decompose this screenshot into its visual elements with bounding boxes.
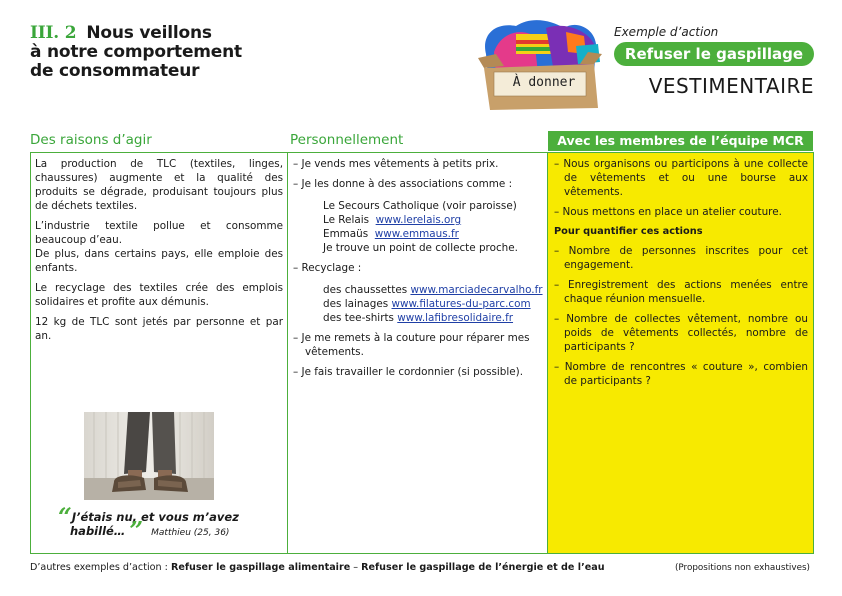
title-line2: à notre comportement: [30, 42, 242, 62]
association-name: Le Relais: [323, 214, 370, 226]
recycling-label: des lainages: [323, 298, 389, 310]
footer-separator: –: [350, 562, 362, 573]
section-number: III. 2: [30, 23, 77, 43]
association-name: Emmaüs: [323, 228, 369, 240]
reasons-text: [35, 157, 283, 349]
association-item: Je trouve un point de collecte proche.: [323, 242, 518, 254]
association-item: Le Secours Catholique (voir paroisse): [323, 200, 517, 212]
reason-paragraph: L’industrie textile pollue et consomme beaucoup d’eau.: [35, 220, 283, 246]
personal-item: – Je les donne à des associations comme :: [293, 178, 513, 190]
emmaus-link[interactable]: www.emmaus.fr: [374, 228, 459, 240]
footer-prefix: D’autres exemples d’action :: [30, 562, 168, 573]
recycling-label: des chaussettes: [323, 284, 408, 296]
footer-link-energy[interactable]: Refuser le gaspillage de l’énergie et de l’eau: [361, 562, 605, 573]
personal-item: – Recyclage :: [293, 262, 362, 274]
quote-close-mark: ”: [129, 516, 144, 545]
page-title: [30, 24, 330, 81]
filatures-link[interactable]: www.filatures-du-parc.com: [391, 298, 531, 310]
bible-quote: [58, 502, 288, 545]
personal-item: – Je me remets à la couture pour réparer mes vêtements.: [293, 332, 530, 358]
action-subtitle: VESTIMENTAIRE: [648, 74, 814, 98]
association-item: [293, 213, 545, 227]
clothes-box-illustration: [476, 14, 604, 112]
lafibresolidaire-link[interactable]: www.lafibresolidaire.fr: [397, 312, 514, 324]
reason-paragraph: Le recyclage des textiles crée des emplois solidaires et profite aux démunis.: [35, 282, 283, 308]
personal-actions: [293, 157, 545, 385]
footer-other-examples: [30, 562, 605, 573]
quote-line2: habillé…: [70, 524, 126, 538]
footer-note: (Propositions non exhaustives): [674, 563, 810, 573]
quote-source: Matthieu (25, 36): [151, 528, 230, 538]
action-pill: Refuser le gaspillage: [614, 42, 814, 66]
recycling-item: [293, 283, 545, 297]
quantify-heading: Pour quantifier ces actions: [554, 226, 703, 237]
lerelais-link[interactable]: www.lerelais.org: [375, 214, 462, 226]
quantify-item: – Nombre de rencontres « couture », combien de participants ?: [554, 361, 808, 387]
quote-line1: J’étais nu, et vous m’avez: [71, 510, 239, 524]
title-line1: Nous veillons: [86, 23, 212, 43]
personal-item: – Je vends mes vêtements à petits prix.: [293, 158, 499, 170]
example-label: Exemple d’action: [614, 25, 719, 39]
team-item: – Nous mettons en place un atelier couture.: [554, 206, 782, 218]
quantify-item: – Nombre de personnes inscrites pour cet engagement.: [554, 245, 808, 271]
reason-paragraph: De plus, dans certains pays, elle emploie des enfants.: [35, 248, 283, 274]
reason-paragraph: La production de TLC (textiles, linges, chaussures) augmente et la qualité des produits se dégrade, produisant toujours plus de déchets textiles.: [35, 158, 283, 212]
quote-open-mark: “: [58, 502, 72, 531]
personal-item: – Je fais travailler le cordonnier (si possible).: [293, 366, 524, 378]
quantify-item: – Enregistrement des actions menées entre chaque réunion mensuelle.: [554, 279, 808, 305]
recycling-label: des tee-shirts: [323, 312, 394, 324]
column-header-personal: Personnellement: [290, 132, 404, 148]
reason-paragraph: 12 kg de TLC sont jetés par personne et par an.: [35, 316, 283, 342]
association-item: [293, 227, 545, 241]
title-line3: de consommateur: [30, 61, 200, 81]
marciadecarvalho-link[interactable]: www.marciadecarvalho.fr: [410, 284, 543, 296]
team-item: – Nous organisons ou participons à une collecte de vêtements et ou une bourse aux vêtements.: [554, 158, 808, 198]
box-label: À donner: [512, 75, 576, 90]
column-header-team: Avec les membres de l’équipe MCR: [548, 131, 813, 151]
footer-link-food[interactable]: Refuser le gaspillage alimentaire: [170, 562, 351, 573]
recycling-item: [293, 297, 545, 311]
quantify-item: – Nombre de collectes vêtement, nombre ou poids de vêtements collectés, nombre de participants ?: [554, 313, 808, 353]
recycling-item: [293, 311, 545, 325]
column-header-reasons: Des raisons d’agir: [30, 132, 152, 148]
team-actions: [554, 157, 808, 394]
worn-shoes-photo: [84, 412, 214, 500]
